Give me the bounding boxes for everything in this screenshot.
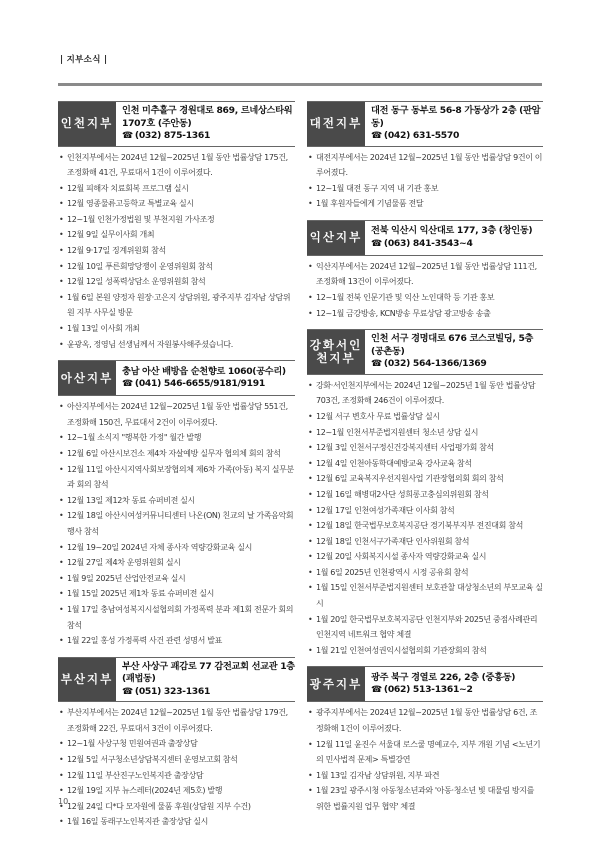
phone-icon: ☎ [122,379,133,390]
activity-item: • 12월 9·17일 징계위원회 참석 [58,243,295,259]
branch-address: 전북 익산시 익산대로 177, 3층 (창인동) [371,225,533,237]
activity-item: • 12월 17일 인천여성가족재단 이사회 참석 [307,503,543,519]
right-column [307,101,543,823]
activity-item: • 강화·서인천지부에서는 2024년 12월~2025년 1월 동안 법률상담 703건, 조정화해 246건이 이루어졌다. [307,378,543,409]
header-rule [58,83,542,86]
branch-contact [365,102,543,146]
activity-list [307,378,543,659]
activity-item: • 12월 5일 서구청소년상담복지센터 운영보고회 참석 [58,752,295,768]
activity-item: • 1월 9일 2025년 산업안전교육 실시 [58,571,295,587]
phone-icon: ☎ [371,238,382,249]
branch-name: 광주지부 [307,667,365,701]
activity-item: • 12월 19일 지부 뉴스레터(2024년 제5호) 발행 [58,783,295,799]
branch-phone [371,130,543,143]
activity-item: • 1월 20일 한국법무보호복지공단 인천지부와 2025년 중점사례관리 인천지역 네트워크 협약 체결 [307,612,543,643]
branch-phone [122,686,295,699]
branch-contact [365,330,543,374]
activity-item: • 광주지부에서는 2024년 12월~2025년 1월 동안 법률상담 6건, 조정화해 1건이 이루어졌다. [307,705,543,736]
activity-item: • 인천지부에서는 2024년 12월~2025년 1월 동안 법률상담 175건, 조정화해 41건, 무료대서 1건이 이루어졌다. [58,150,295,181]
activity-item: • 12월 3일 인천서구정신건강복지센터 사업평가회 참석 [307,440,543,456]
phone-number: (063) 841-3543~4 [383,237,473,249]
branch-address: 대전 동구 동부로 56-8 가동상가 2층 (판암동) [371,105,541,129]
branch-phone [122,130,295,143]
activity-item: • 12월 11일 윤진수 서울대 로스쿨 명예교수, 지부 개원 기념 <노년기의 민사법적 문제> 특별강연 [307,737,543,768]
phone-icon: ☎ [371,685,382,696]
activity-item: • 1월 6일 본원 양정자 원장·고은지 상담위원, 광주지부 김자남 상담위원 지부 사무실 방문 [58,290,295,321]
branch-name: 아산지부 [58,361,116,395]
activity-item: • 12월 13일 제12차 동료 슈퍼비전 실시 [58,493,295,509]
activity-list [58,705,295,830]
phone-number: (051) 323-1361 [134,685,211,697]
branch-contact [365,667,543,701]
branch-section [307,329,543,658]
activity-item: • 12~1월 전북 인문기관 및 익산 노인대학 등 기관 홍보 [307,290,543,306]
phone-number: (032) 564-1366/1369 [383,358,487,370]
activity-item: • 1월 17일 충남여성복지시설협의회 가정폭력 분과 제1회 전문가 회의 참석 [58,602,295,633]
branch-address: 인천 미추홀구 경원대로 869, 르네상스타워 1707호 (주안동) [122,105,293,129]
activity-item: • 12월 11일 아산시지역사회보장협의체 제6차 가족(아동) 복지 실무분과 회의 참석 [58,462,295,493]
branch-address: 충남 아산 배방읍 순천향로 1060(공수리) [122,365,286,377]
phone-number: (032) 875-1361 [134,130,211,141]
branch-section [307,101,543,212]
activity-item: • 12월 10일 푸른회망당쟁이 운영위원회 참석 [58,259,295,275]
activity-item: • 12월 27일 제4차 운영위원회 실시 [58,555,295,571]
activity-item: • 12월 18일 아산시여성커뮤니티센터 나온(ON) 친교의 날 가족음악회 행사 참석 [58,508,295,539]
branch-address: 인천 서구 경명대로 676 코스코빌딩, 5층 (공촌동) [371,333,534,357]
branch-address: 부산 사상구 괘감로 77 감전교회 선교관 1층 (괘법동) [122,660,295,685]
activity-item: • 12~1월 소식지 "행복한 가정" 월간 발행 [58,430,295,446]
activity-item: • 12월 18일 한국법무보호복지공단 경기북부지부 전진대회 참석 [307,518,543,534]
branch-phone [122,378,295,391]
branch-header [307,329,543,375]
branch-section [58,360,295,649]
activity-item: • 12월 19~20일 2024년 자체 종사자 역량강화교육 실시 [58,540,295,556]
branch-header [307,220,543,256]
branch-name: 인천지부 [58,102,116,146]
page-number: 10 [58,797,69,806]
activity-list [307,705,543,814]
activity-item: • 대전지부에서는 2024년 12월~2025년 1월 동안 법률상담 9건이 이루어졌다. [307,150,543,181]
branch-header [307,101,543,147]
activity-item: • 1월 16일 동래구노인복지관 출장상담 실시 [58,814,295,830]
activity-list [58,150,295,353]
activity-item: • 12월 4일 인천아동학대예방교육 강사교육 참석 [307,456,543,472]
activity-item: • 아산지부에서는 2024년 12월~2025년 1월 동안 법률상담 551건, 조정화해 150건, 무료대서 2건이 이루어졌다. [58,399,295,430]
phone-icon: ☎ [122,131,133,141]
branch-phone [371,684,543,697]
activity-item: • 12~1월 인천서부준법지원센터 청소년 상담 실시 [307,425,543,441]
activity-item: • 12월 6일 교육복지우선지원사업 기관장협의회 회의 참석 [307,471,543,487]
activity-item: • 12월 9일 실무이사회 개최 [58,227,295,243]
branch-name: 부산지부 [58,658,116,702]
branch-header [307,666,543,702]
activity-item: • 1월 21일 인천여성권익시설협의회 기관장회의 참석 [307,643,543,659]
activity-item: • 12월 6일 아산시보건소 제4차 자살예방 실무자 협의체 회의 참석 [58,446,295,462]
activity-item: • 12월 피해자 치료회복 프로그램 실시 [58,181,295,197]
branch-header [58,101,295,147]
branch-contact [116,361,295,395]
activity-list [307,259,543,321]
activity-item: • 윤광옥, 정영님 선생님께서 자원봉사해주셨습니다. [58,337,295,353]
activity-item: • 12월 11일 부산진구노인복지관 출장상담 [58,768,295,784]
activity-item: • 12~1월 사상구청 민원여권과 출장상담 [58,736,295,752]
branch-phone [371,358,543,371]
phone-icon: ☎ [371,359,382,370]
branch-name: 강화서인천지부 [307,330,365,374]
phone-number: (042) 631-5570 [383,130,460,141]
branch-name: 대전지부 [307,102,365,146]
activity-item: • 12월 20일 사회복지시설 종사자 역량강화교육 실시 [307,549,543,565]
activity-list [58,399,295,649]
branch-name: 익산지부 [307,221,365,255]
phone-icon: ☎ [371,131,382,141]
activity-item: • 12월 18일 인천서구가족재단 인사위원회 참석 [307,534,543,550]
activity-item: • 12월 24일 디*다 모자원에 물품 후원(상담원 지부 수건) [58,799,295,815]
activity-item: • 12월 16일 해병대2사단 성희롱고충심의위원회 참석 [307,487,543,503]
activity-item: • 1월 후원자들에게 기념물품 전달 [307,196,543,212]
branch-phone [371,238,543,251]
section-tag: | 지부소식 | [60,55,108,65]
left-column [58,101,295,838]
activity-item: • 1월 13일 김자남 상담위원, 지부 파견 [307,768,543,784]
activity-item: • 1월 22일 홍성 가정폭력 사건 관련 성명서 발표 [58,633,295,649]
activity-item: • 1월 13일 이사회 개최 [58,321,295,337]
phone-icon: ☎ [122,686,133,697]
branch-header [58,657,295,703]
activity-item: • 부산지부에서는 2024년 12월~2025년 1월 동안 법률상담 179건, 조정화해 22건, 무료대서 3건이 이루어졌다. [58,705,295,736]
activity-item: • 1월 15일 2025년 제1차 동료 슈퍼비전 실시 [58,586,295,602]
branch-section [58,657,295,830]
branch-header [58,360,295,396]
activity-item: • 익산지부에서는 2024년 12월~2025년 1월 동안 법률상담 111건, 조정화해 13건이 이루어졌다. [307,259,543,290]
activity-item: • 12월 서구 변호사 무료 법률상담 실시 [307,409,543,425]
activity-item: • 12~1월 대전 동구 지역 내 기관 홍보 [307,181,543,197]
activity-item: • 1월 6일 2025년 인천광역시 시정 공유회 참석 [307,565,543,581]
activity-item: • 12월 12일 성폭력상담소 운영위원회 참석 [58,274,295,290]
activity-item: • 12월 영종물류고등학교 특별교육 실시 [58,196,295,212]
phone-number: (062) 513-1361~2 [383,684,473,696]
activity-item: • 12~1월 인천가정법원 및 부천지원 가사조정 [58,212,295,228]
phone-number: (041) 546-6655/9181/9191 [134,378,265,390]
branch-contact [365,221,543,255]
branch-contact [116,102,295,146]
activity-item: • 1월 23일 광주시청 아동청소년과와 '아동·청소년 빛 대물림 방지를 위한 법률지원 업무 협약' 체결 [307,783,543,814]
activity-list [307,150,543,212]
activity-item: • 12~1월 금강방송, KCN방송 무료상담 광고방송 송출 [307,306,543,322]
branch-section [58,101,295,352]
branch-address: 광주 북구 경열로 226, 2층 (중흥동) [371,671,516,683]
branch-section [307,666,543,814]
branch-section [307,220,543,321]
branch-contact [116,658,295,702]
activity-item: • 1월 15일 인천서부준법지원센터 보호관찰 대상청소년의 부모교육 실시 [307,580,543,611]
